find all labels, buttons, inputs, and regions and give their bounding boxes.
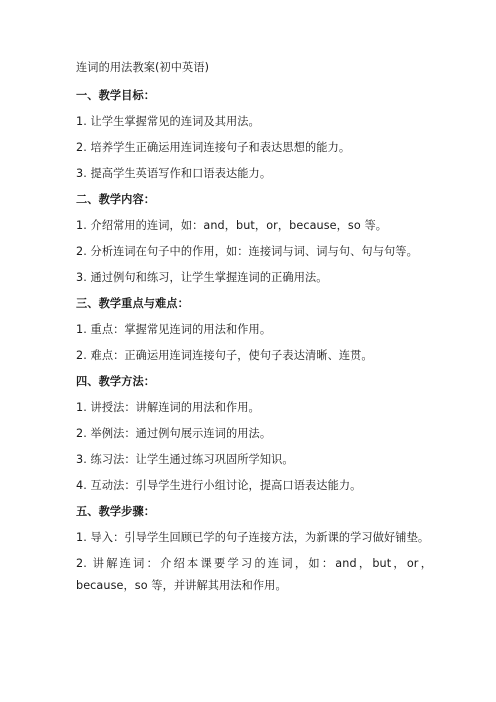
document-title: 连词的用法教案(初中英语): [76, 61, 210, 74]
list-item: 1. 讲授法：讲解连词的用法和作用。: [76, 401, 260, 414]
section-heading-content: 二、教学内容：: [76, 193, 156, 206]
list-item: 1. 导入：引导学生回顾已学的句子连接方法，为新课的学习做好铺垫。: [76, 531, 430, 544]
list-item: 2. 分析连词在句子中的作用，如：连接词与词、词与句、句与句等。: [76, 245, 418, 258]
list-item: 2. 培养学生正确运用连词连接句子和表达思想的能力。: [76, 141, 351, 154]
section-heading-key-points: 三、教学重点与难点：: [76, 297, 189, 310]
section-heading-methods: 四、教学方法：: [76, 375, 156, 388]
list-item: 2. 讲解连词：介绍本课要学习的连词，如：and，but，or，because，so 等，并讲解其用法和作用。: [76, 557, 432, 592]
list-item: 1. 重点：掌握常见连词的用法和作用。: [76, 323, 272, 336]
list-item: 3. 提高学生英语写作和口语表达能力。: [76, 167, 272, 180]
list-item: 3. 练习法：让学生通过练习巩固所学知识。: [76, 453, 294, 466]
document-body: [76, 61, 432, 605]
list-item: 1. 让学生掌握常见的连词及其用法。: [76, 115, 260, 128]
section-heading-objectives: 一、教学目标：: [76, 89, 156, 102]
list-item: 3. 通过例句和练习，让学生掌握连词的正确用法。: [76, 271, 328, 284]
list-item: 1. 介绍常用的连词，如：and，but，or，because，so 等。: [76, 219, 388, 232]
section-heading-steps: 五、教学步骤：: [76, 505, 156, 518]
list-item: 4. 互动法：引导学生进行小组讨论，提高口语表达能力。: [76, 479, 362, 492]
list-item: 2. 举例法：通过例句展示连词的用法。: [76, 427, 272, 440]
list-item: 2. 难点：正确运用连词连接句子，使句子表达清晰、连贯。: [76, 349, 373, 362]
